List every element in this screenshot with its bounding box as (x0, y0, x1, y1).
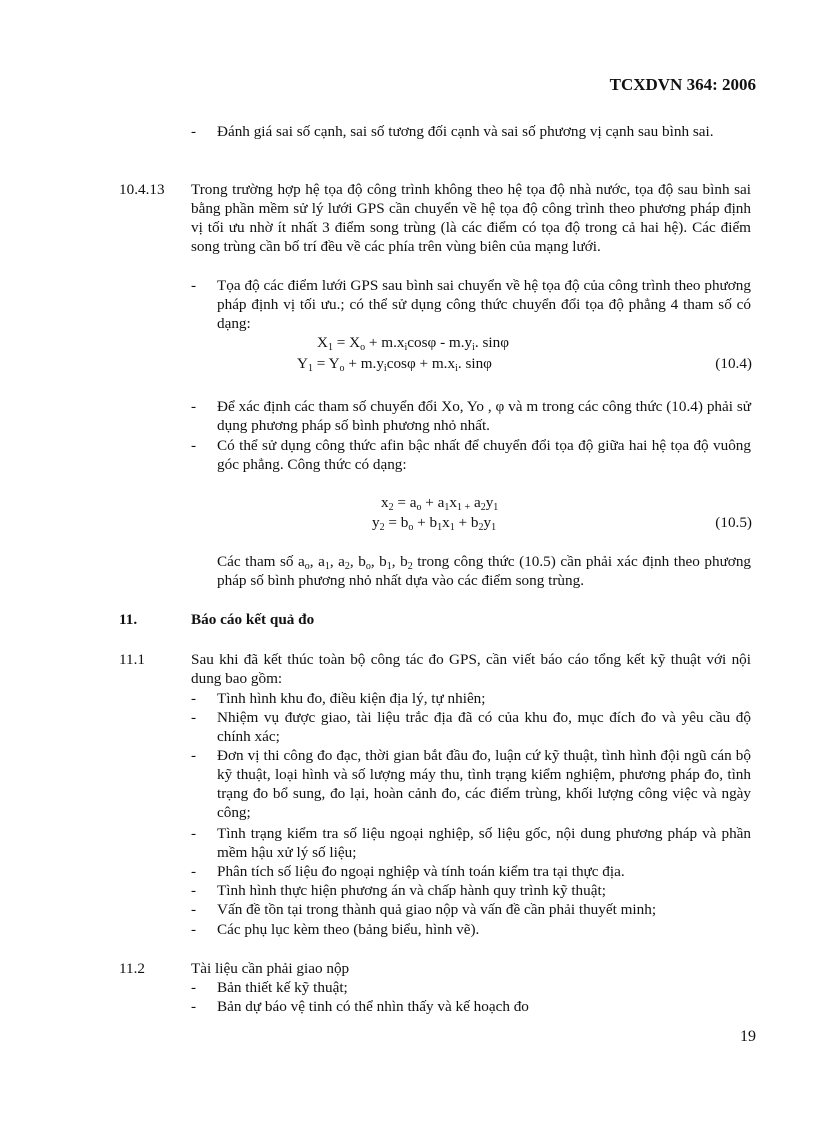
section-number-11-1: 11.1 (119, 651, 146, 668)
bullet-dash: - (191, 901, 197, 918)
equation-number-10-5: (10.5) (715, 514, 752, 531)
document-code: TCXDVN 364: 2006 (609, 75, 756, 94)
paragraph-10-4-13: Trong trường hợp hệ tọa độ công trình không theo hệ tọa độ nhà nước, tọa độ sau bình sai bằng phần mềm sử lý lưới GPS cần chuyển về hệ tọa độ công trình theo phương pháp định vị tối ưu nhờ ít nhất 3 điểm song trùng (là các điểm có tọa độ trong cả hai hệ). Các điểm song trùng cần bố trí đều về các phía trên vùng biên của mạng lưới. (191, 181, 751, 255)
bullet-dash: - (191, 825, 197, 842)
bullet-dash: - (191, 747, 197, 764)
bullet-dash: - (191, 921, 197, 938)
list-item: Các phụ lục kèm theo (bảng biểu, hình vẽ). (217, 921, 480, 938)
formula-x1: $X_1 = X_o + m.x_i\cos\varphi - m.y_i$. sinφ (317, 334, 510, 353)
paragraph-11-1: Sau khi đã kết thúc toàn bộ công tác đo GPS, cần viết báo cáo tổng kết kỹ thuật với nội dung bao gồm: (191, 651, 751, 687)
bullet-dash: - (191, 998, 197, 1015)
formula-x2: $x_2 = a_o + a_1x_{1 +}$ $a_2y_1$ (381, 494, 499, 513)
bullet-dash: - (191, 277, 197, 294)
bullet-dash: - (191, 437, 197, 454)
section-number-10-4-13: 10.4.13 (119, 181, 165, 198)
section-number-11-2: 11.2 (119, 960, 146, 977)
section-number-11: 11. (119, 611, 138, 628)
bullet-dash: - (191, 398, 197, 415)
list-item: Nhiệm vụ được giao, tài liệu trắc địa đã có của khu đo, mục đích đo và yêu cầu độ chính xác; (217, 709, 751, 745)
bullet-dash: - (191, 882, 197, 899)
bullet-error-assessment: Đánh giá sai số cạnh, sai số tương đối cạnh và sai số phương vị cạnh sau bình sai. (217, 123, 714, 140)
list-item: Tình trạng kiểm tra số liệu ngoại nghiệp, số liệu gốc, nội dung phương pháp và phần mềm hậu xử lý số liệu; (217, 825, 751, 861)
bullet-parameters: Để xác định các tham số chuyển đổi Xo, Yo , φ và m trong các công thức (10.4) phải sử dụng phương pháp số bình phương nhỏ nhất. (217, 398, 751, 434)
bullet-dash: - (191, 863, 197, 880)
section-title-11: Báo cáo kết quả đo (191, 611, 315, 628)
list-item: Đơn vị thi công đo đạc, thời gian bắt đầu đo, luận cứ kỹ thuật, tình hình đội ngũ cán bộ kỹ thuật, loại hình và số lượng máy thu, tình trạng kiểm nghiệm, phương pháp đo, tình trạng đo bổ sung, đo lại, hoàn cảnh đo, các điểm trùng, khối lượng công việc và ngày công; (217, 747, 751, 821)
list-item: Vấn đề tồn tại trong thành quả giao nộp và vấn đề cần phải thuyết minh; (217, 901, 657, 918)
bullet-affine: Có thể sử dụng công thức afin bậc nhất để chuyển đổi tọa độ giữa hai hệ tọa độ vuông góc phẳng. Công thức có dạng: (217, 437, 751, 473)
bullet-dash: - (191, 709, 197, 726)
bullet-dash: - (191, 690, 197, 707)
list-item: Phân tích số liệu đo ngoại nghiệp và tính toán kiểm tra tại thực địa. (217, 863, 625, 880)
list-item: Bản thiết kế kỹ thuật; (217, 979, 348, 996)
bullet-dash: - (191, 979, 197, 996)
page-number: 19 (740, 1028, 756, 1045)
formula-y2: $y_2 = b_o + b_1x_1 + b_2y_1$ (372, 514, 497, 533)
paragraph-affine-parameters: Các tham số $a_o$, $a_1$, $a_2$, $b_o$, $b_1$, $b_2$ trong công thức (10.5) cần phải xác định theo phương pháp số bình phương nhỏ nhất dựa vào các điểm song trùng. (217, 553, 752, 589)
paragraph-11-2: Tài liệu cần phải giao nộp (191, 960, 350, 977)
equation-number-10-4: (10.4) (715, 355, 752, 372)
list-item: Bản dự báo vệ tinh có thể nhìn thấy và kế hoạch đo (217, 998, 529, 1015)
bullet-dash: - (191, 123, 197, 140)
bullet-coordinate-transform: Tọa độ các điểm lưới GPS sau bình sai chuyển về hệ tọa độ của công trình theo phương pháp định vị tối ưu.; có thể sử dụng công thức chuyển đổi tọa độ phẳng 4 tham số có dạng: (217, 277, 751, 332)
list-item: Tình hình thực hiện phương án và chấp hành quy trình kỹ thuật; (217, 882, 606, 899)
list-item: Tình hình khu đo, điều kiện địa lý, tự nhiên; (217, 690, 486, 707)
formula-y1: $Y_1 = Y_o + m.y_i\cos\varphi + m.x_i$. sinφ (297, 355, 492, 374)
